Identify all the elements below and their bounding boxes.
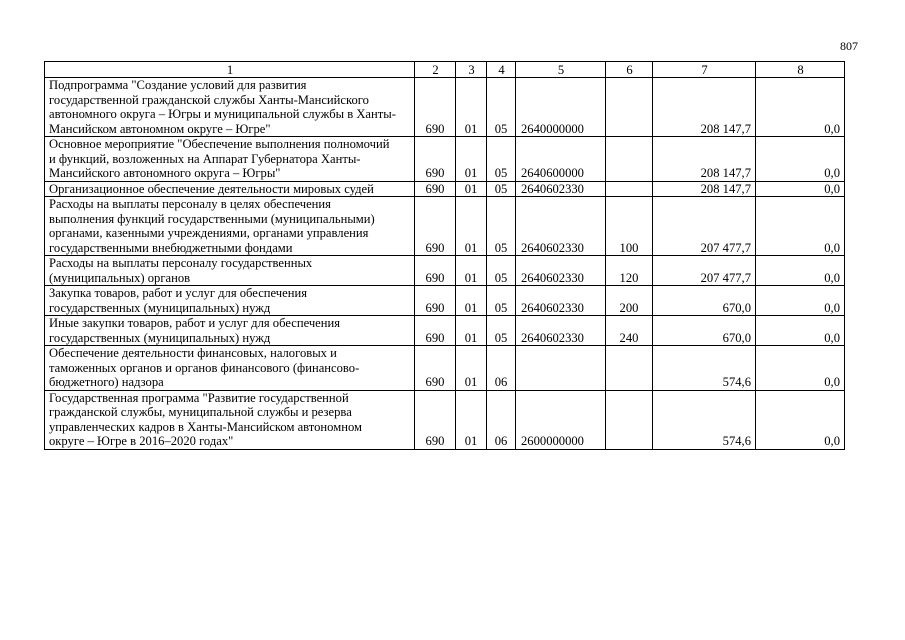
row-amount1: 670,0 (653, 286, 756, 316)
row-name: Закупка товаров, работ и услуг для обеспечения государственных (муниципальных) нужд (45, 286, 415, 316)
row-subsection: 05 (487, 316, 516, 346)
row-name: Подпрограмма "Создание условий для развития государственной гражданской службы Ханты-Мансийского автономного округа – Югры и муниципальной службы в Ханты-Мансийском автономном округе – Югре" (45, 78, 415, 137)
row-section: 01 (456, 197, 487, 256)
row-type (606, 78, 653, 137)
row-subsection: 05 (487, 256, 516, 286)
column-header-subsection: 4 (487, 62, 516, 78)
row-amount1: 208 147,7 (653, 137, 756, 182)
row-subsection: 05 (487, 137, 516, 182)
table-row (45, 316, 845, 346)
row-section: 01 (456, 137, 487, 182)
row-target: 2640602330 (516, 286, 606, 316)
table-row (45, 286, 845, 316)
row-target: 2640602330 (516, 256, 606, 286)
page-number: 807 (840, 39, 858, 53)
row-amount1: 208 147,7 (653, 181, 756, 197)
row-section: 01 (456, 181, 487, 197)
row-target: 2640602330 (516, 197, 606, 256)
row-target: 2640602330 (516, 316, 606, 346)
table-row (45, 256, 845, 286)
row-section: 01 (456, 286, 487, 316)
row-section: 01 (456, 390, 487, 449)
row-amount2: 0,0 (756, 390, 845, 449)
row-admin: 690 (415, 137, 456, 182)
column-header-amount1: 7 (653, 62, 756, 78)
row-subsection: 05 (487, 181, 516, 197)
row-admin: 690 (415, 346, 456, 391)
table-row (45, 390, 845, 449)
row-type: 240 (606, 316, 653, 346)
row-section: 01 (456, 78, 487, 137)
row-admin: 690 (415, 181, 456, 197)
row-amount2: 0,0 (756, 181, 845, 197)
row-type (606, 181, 653, 197)
table-row (45, 78, 845, 137)
row-admin: 690 (415, 197, 456, 256)
row-name: Иные закупки товаров, работ и услуг для обеспечения государственных (муниципальных) нужд (45, 316, 415, 346)
row-amount2: 0,0 (756, 286, 845, 316)
column-header-name: 1 (45, 62, 415, 78)
row-target: 2640000000 (516, 78, 606, 137)
table-row (45, 181, 845, 197)
row-section: 01 (456, 316, 487, 346)
row-admin: 690 (415, 78, 456, 137)
table-row (45, 137, 845, 182)
row-type: 120 (606, 256, 653, 286)
row-amount2: 0,0 (756, 197, 845, 256)
row-amount1: 574,6 (653, 346, 756, 391)
row-name: Организационное обеспечение деятельности мировых судей (45, 181, 415, 197)
row-section: 01 (456, 256, 487, 286)
row-amount1: 574,6 (653, 390, 756, 449)
row-name: Государственная программа "Развитие государственной гражданской службы, муниципальной службы и резерва управленческих кадров в Ханты-Мансийском автономном округе – Югре в 2016–2020 годах" (45, 390, 415, 449)
row-admin: 690 (415, 286, 456, 316)
row-target: 2600000000 (516, 390, 606, 449)
row-name: Обеспечение деятельности финансовых, налоговых и таможенных органов и органов финансового (финансово-бюджетного) надзора (45, 346, 415, 391)
row-amount1: 208 147,7 (653, 78, 756, 137)
row-amount2: 0,0 (756, 256, 845, 286)
row-admin: 690 (415, 256, 456, 286)
column-header-amount2: 8 (756, 62, 845, 78)
row-type (606, 346, 653, 391)
row-section: 01 (456, 346, 487, 391)
row-name: Основное мероприятие "Обеспечение выполнения полномочий и функций, возложенных на Аппарат Губернатора Ханты-Мансийского автономного округа – Югры" (45, 137, 415, 182)
row-subsection: 06 (487, 346, 516, 391)
row-target: 2640600000 (516, 137, 606, 182)
row-amount2: 0,0 (756, 78, 845, 137)
row-subsection: 06 (487, 390, 516, 449)
row-subsection: 05 (487, 197, 516, 256)
row-amount1: 207 477,7 (653, 256, 756, 286)
table-row (45, 346, 845, 391)
row-subsection: 05 (487, 286, 516, 316)
row-subsection: 05 (487, 78, 516, 137)
row-target: 2640602330 (516, 181, 606, 197)
row-amount2: 0,0 (756, 316, 845, 346)
row-amount2: 0,0 (756, 346, 845, 391)
row-name: Расходы на выплаты персоналу государственных (муниципальных) органов (45, 256, 415, 286)
row-admin: 690 (415, 390, 456, 449)
row-admin: 690 (415, 316, 456, 346)
budget-table (44, 61, 845, 450)
table-header-row (45, 62, 845, 78)
table-row (45, 197, 845, 256)
row-type (606, 390, 653, 449)
row-amount1: 670,0 (653, 316, 756, 346)
column-header-section: 3 (456, 62, 487, 78)
column-header-type: 6 (606, 62, 653, 78)
row-type: 100 (606, 197, 653, 256)
row-type: 200 (606, 286, 653, 316)
row-amount1: 207 477,7 (653, 197, 756, 256)
row-name: Расходы на выплаты персоналу в целях обеспечения выполнения функций государственными (муниципальными) органами, казенными учреждениями, органами управления государственными внебюджетными фондами (45, 197, 415, 256)
column-header-admin: 2 (415, 62, 456, 78)
column-header-target: 5 (516, 62, 606, 78)
row-type (606, 137, 653, 182)
row-target (516, 346, 606, 391)
row-amount2: 0,0 (756, 137, 845, 182)
